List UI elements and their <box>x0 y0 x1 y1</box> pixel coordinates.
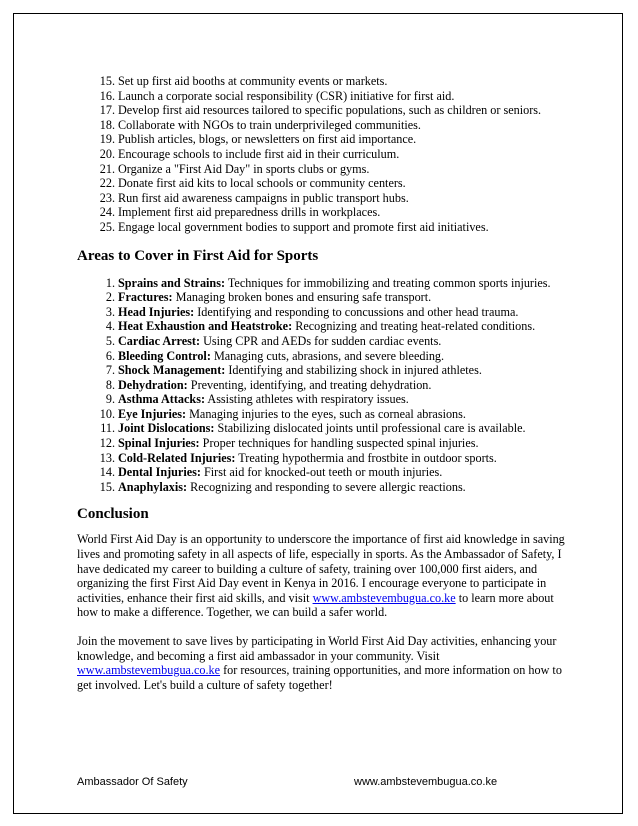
sports-areas-list <box>95 276 567 495</box>
list-item: 6. Bleeding Control: Managing cuts, abrasions, and severe bleeding. <box>105 348 445 363</box>
list-item: 19. Publish articles, blogs, or newsletters on first aid importance. <box>99 132 417 147</box>
list-item: 15. Set up first aid booths at community events or markets. <box>99 74 388 88</box>
conclusion-heading: Conclusion <box>77 506 149 523</box>
list-item: 21. Organize a "First Aid Day" in sports clubs or gyms. <box>99 161 370 176</box>
list-item: 7. Shock Management: Identifying and stabilizing shock in injured athletes. <box>105 363 482 378</box>
list-item: 14. Dental Injuries: First aid for knocked-out teeth or mouth injuries. <box>99 465 443 480</box>
list-item: 13. Cold-Related Injuries: Treating hypothermia and frostbite in outdoor sports. <box>99 450 497 465</box>
list-item: 10. Eye Injuries: Managing injuries to the eyes, such as corneal abrasions. <box>99 406 466 421</box>
list-item: 25. Engage local government bodies to support and promote first aid initiatives. <box>99 219 489 234</box>
list-item: 4. Heat Exhaustion and Heatstroke: Recognizing and treating heat-related conditions. <box>105 319 536 334</box>
list-item: 20. Encourage schools to include first aid in their curriculum. <box>99 146 400 161</box>
list-item: 22. Donate first aid kits to local schools or community centers. <box>99 176 406 191</box>
footer-url: www.ambstevembugua.co.ke <box>354 776 498 788</box>
list-item: 16. Launch a corporate social responsibility (CSR) initiative for first aid. <box>99 88 455 103</box>
conclusion-paragraph: World First Aid Day is an opportunity to underscore the importance of first aid knowledge in saving lives and promoting safety in all aspects of life, especially in sports. As the Ambassador of Safety, I have dedicated my career to building a culture of safety, training over 100,000 first aiders, and organizing the first First Aid Day event in Kenya in 2016. I encourage everyone to participate in activities, enhance their first aid skills, and visit www.ambstevembugua.co.ke to learn more about how to make a difference. Together, we can build a safer world. <box>77 532 565 620</box>
sports-section-heading: Areas to Cover in First Aid for Sports <box>77 247 319 264</box>
list-item: 18. Collaborate with NGOs to train underprivileged communities. <box>99 117 421 132</box>
list-item: 2. Fractures: Managing broken bones and ensuring safe transport. <box>105 290 432 305</box>
list-item: 5. Cardiac Arrest: Using CPR and AEDs for sudden cardiac events. <box>105 333 442 348</box>
list-item: 12. Spinal Injuries: Proper techniques for handling suspected spinal injuries. <box>99 436 479 451</box>
list-item: 9. Asthma Attacks: Assisting athletes with respiratory issues. <box>105 392 409 407</box>
list-item: 1. Sprains and Strains: Techniques for immobilizing and treating common sports injuries. <box>105 275 551 290</box>
list-item: 3. Head Injuries: Identifying and responding to concussions and other head trauma. <box>105 304 519 319</box>
list-item: 11. Joint Dislocations: Stabilizing dislocated joints until professional care is available. <box>100 421 526 436</box>
list-item: 17. Develop first aid resources tailored to specific populations, such as children or seniors. <box>99 103 542 118</box>
list-item: 23. Run first aid awareness campaigns in public transport hubs. <box>99 190 409 205</box>
website-link[interactable]: www.ambstevembugua.co.ke <box>77 663 221 678</box>
list-item: 8. Dehydration: Preventing, identifying, and treating dehydration. <box>105 377 432 392</box>
conclusion-paragraph: Join the movement to save lives by participating in World First Aid Day activities, enhancing your knowledge, and becoming a first aid ambassador in your community. Visit www.ambstevembugua.co.ke for resources, training opportunities, and more information on how to get involved. Let's build a culture of safety together! <box>77 634 562 692</box>
document-body <box>77 74 567 692</box>
list-item: 24. Implement first aid preparedness drills in workplaces. <box>99 205 381 220</box>
website-link[interactable]: www.ambstevembugua.co.ke <box>312 590 456 605</box>
list-item: 15. Anaphylaxis: Recognizing and responding to severe allergic reactions. <box>99 479 466 494</box>
ideas-list <box>95 74 567 235</box>
footer-title: Ambassador Of Safety <box>77 776 188 788</box>
